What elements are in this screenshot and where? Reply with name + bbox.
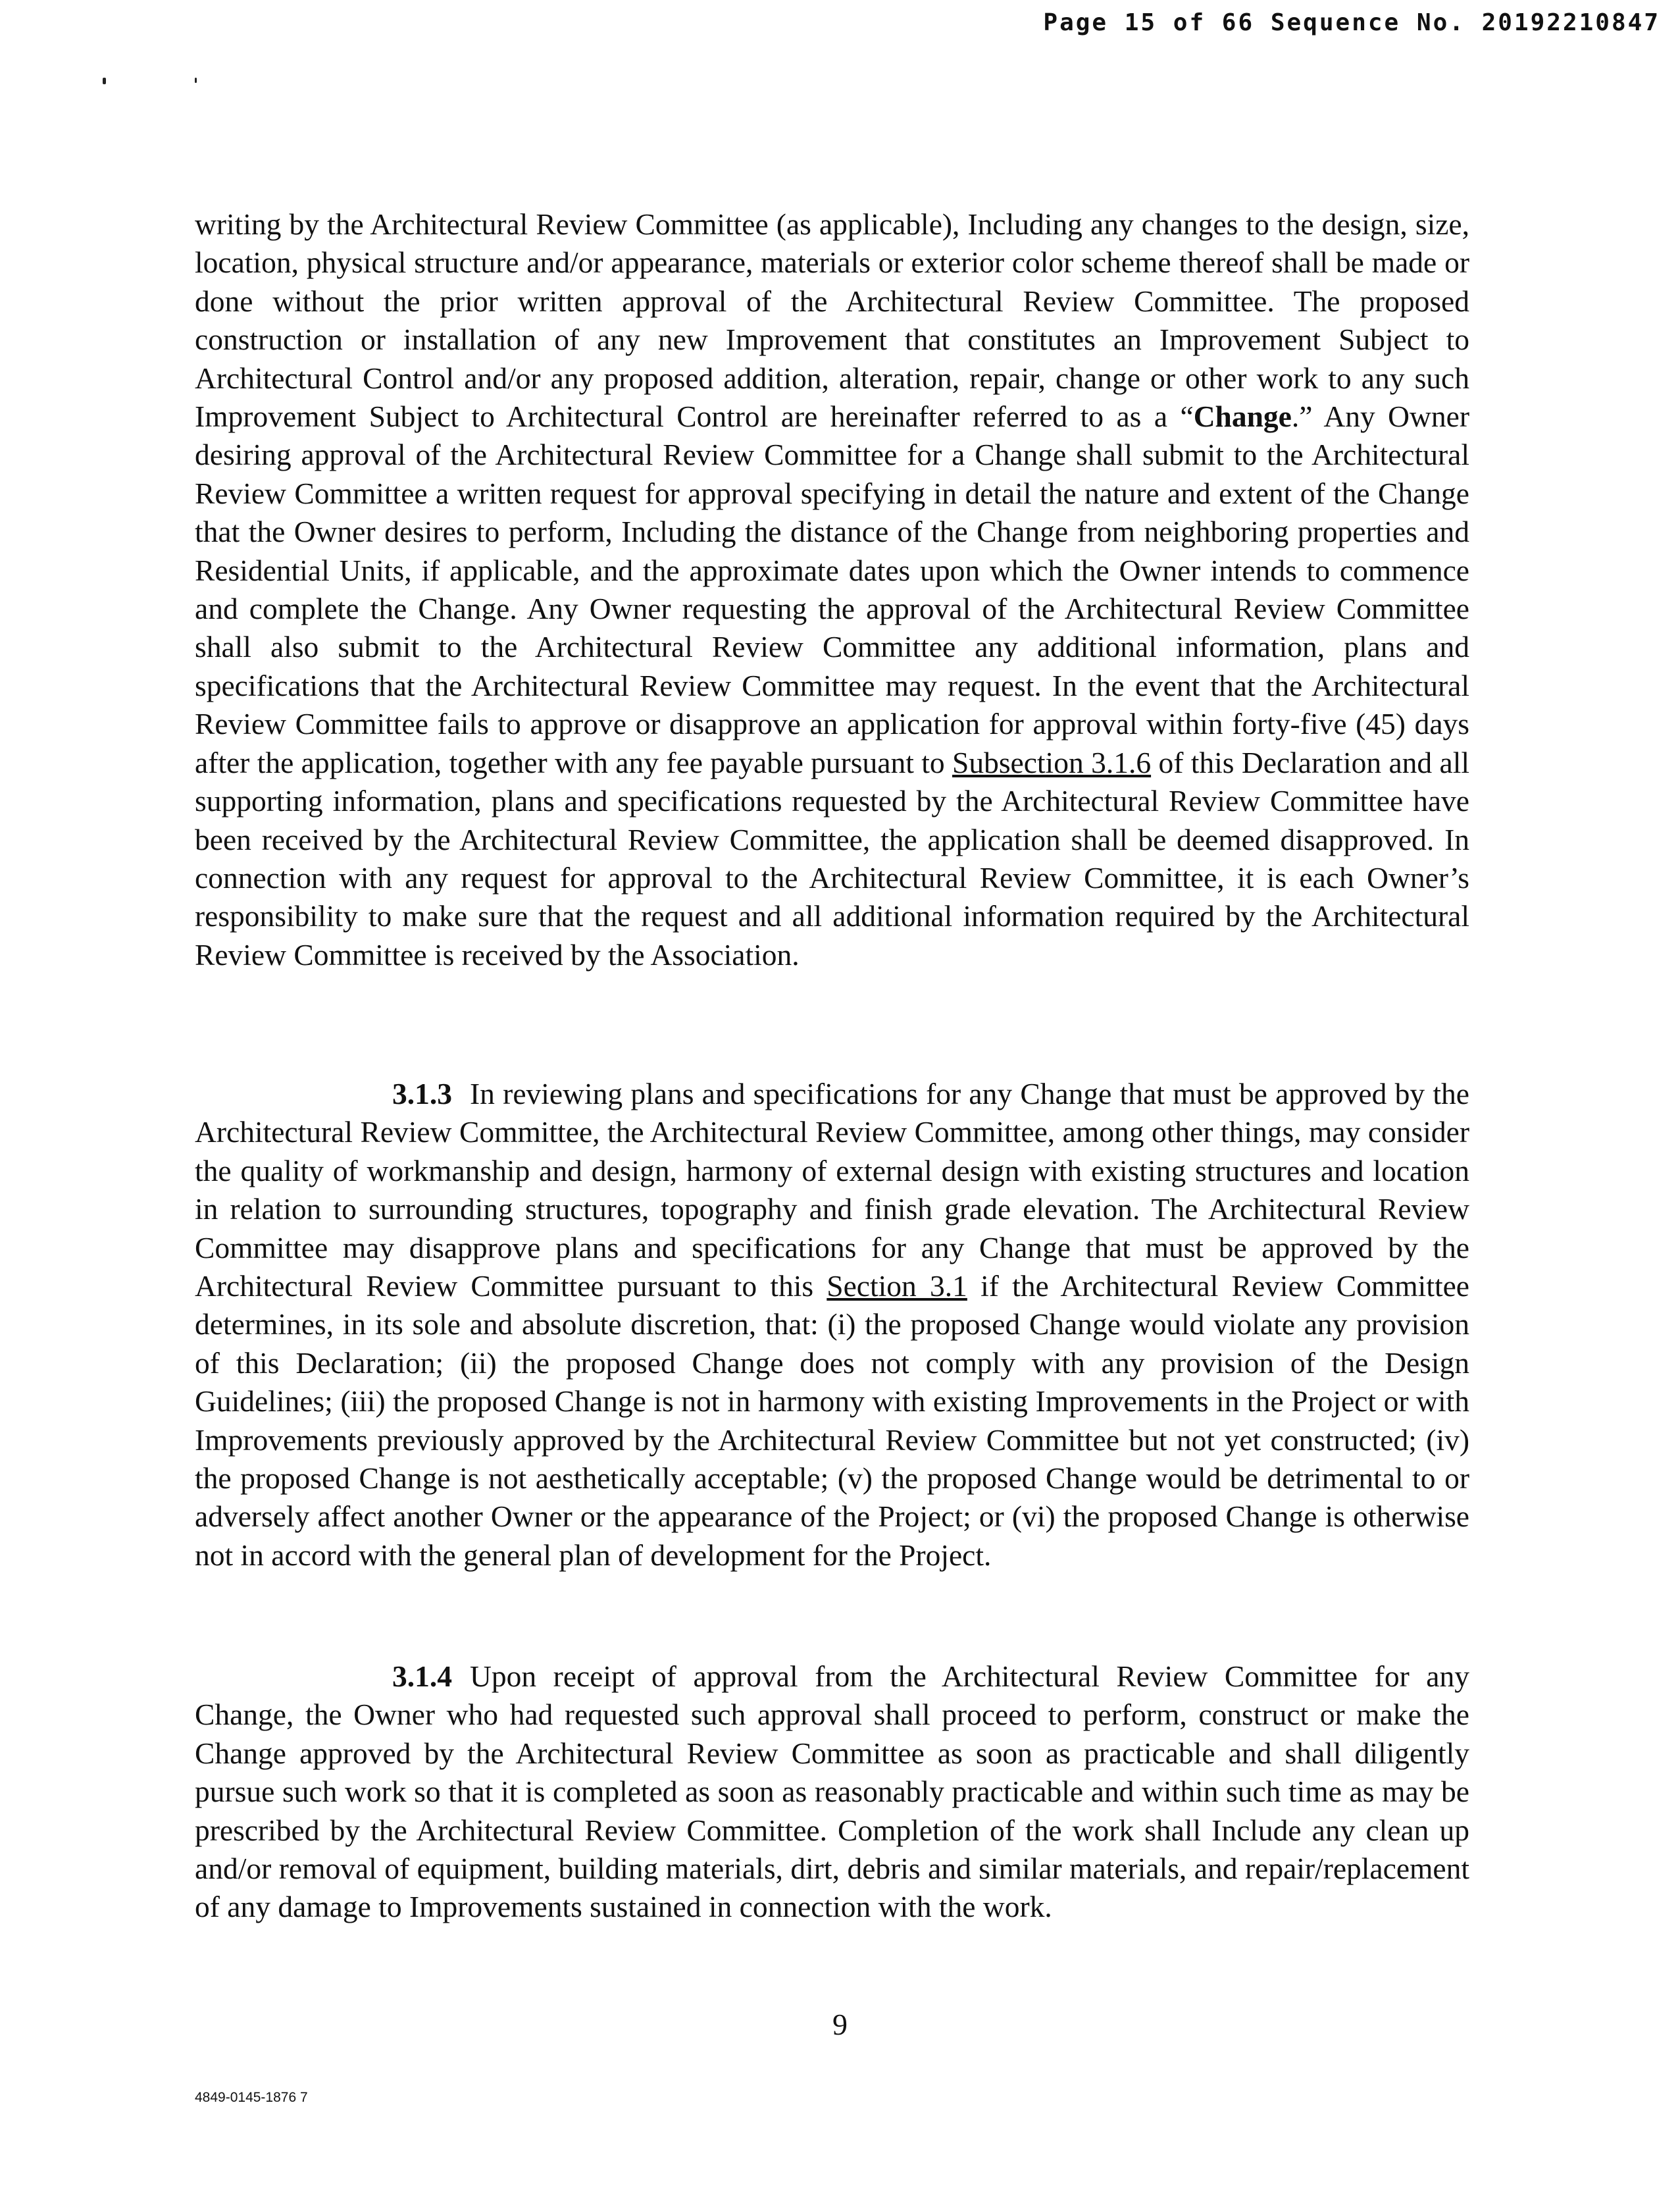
section-text: Upon receipt of approval from the Architectural Review Committee for any Change, the Owner who had requested such approval shall proceed to perform, construct or make the Change approved by the Architectural Review Committee as soon as practicable and shall diligently pursue such work so that it is completed as soon as reasonably practicable and within such time as may be prescribed by the Architectural Review Committee. Completion of the work shall Include any clean up and/or removal of equipment, building materials, dirt, debris and similar materials, and repair/replacement of any damage to Improvements sustained in connection with the work. <box>195 1659 1469 1924</box>
section-3-1-4 <box>195 1657 1469 1927</box>
document-id: 4849-0145-1876 7 <box>195 2090 308 2105</box>
paragraph-text: writing by the Architectural Review Committee (as applicable), Including any changes to the design, size, location, physical structure and/or appearance, materials or exterior color scheme thereof shall be made or done without the prior written approval of the Architectural Review Committee. The proposed construction or installation of any new Improvement that constitutes an Improvement Subject to Architectural Control and/or any proposed addition, alteration, repair, change or other work to any such Improvement Subject to Architectural Control are hereinafter referred to as a “ <box>195 207 1469 434</box>
subsection-3-1-6-reference: Subsection 3.1.6 <box>952 745 1152 779</box>
paragraph-text: of this Declaration and all supporting information, plans and specifications requested by the Architectural Review Committee have been received by the Architectural Review Committee, the application shall be deemed disapproved. In connection with any request for approval to the Architectural Review Committee, it is each Owner’s responsibility to make sure that the request and all additional information required by the Architectural Review Committee is received by the Association. <box>195 745 1470 972</box>
sequence-header: Page 15 of 66 Sequence No. 20192210847 <box>1043 9 1660 36</box>
defined-term-change: Change <box>1193 400 1292 434</box>
page-number: 9 <box>832 2008 848 2041</box>
paragraph-continued <box>195 205 1469 974</box>
scan-mark <box>195 78 197 83</box>
scan-mark <box>103 78 106 84</box>
section-number: 3.1.3 <box>392 1077 452 1110</box>
section-3-1-reference: Section 3.1 <box>827 1269 967 1303</box>
section-number: 3.1.4 <box>392 1659 452 1693</box>
section-text: if the Architectural Review Committee determines, in its sole and absolute discretion, that: (i) the proposed Change would violate any provision of this Declaration; (ii) the proposed Change does not comply with any provision of the Design Guidelines; (iii) the proposed Change is not in harmony with existing Improvements in the Project or with Improvements previously approved by the Architectural Review Committee but not yet constructed; (iv) the proposed Change is not aesthetically acceptable; (v) the proposed Change would be detrimental to or adversely affect another Owner or the appearance of the Project; or (vi) the proposed Change is otherwise not in accord with the general plan of development for the Project. <box>195 1269 1469 1572</box>
section-3-1-3 <box>195 1075 1469 1574</box>
paragraph-text: .” Any Owner desiring approval of the Architectural Review Committee for a Change shall submit to the Architectural Review Committee a written request for approval specifying in detail the nature and extent of the Change that the Owner desires to perform, Including the distance of the Change from neighboring properties and Residential Units, if applicable, and the approximate dates upon which the Owner intends to commence and complete the Change. Any Owner requesting the approval of the Architectural Review Committee shall also submit to the Architectural Review Committee any additional information, plans and specifications that the Architectural Review Committee may request. In the event that the Architectural Review Committee fails to approve or disapprove an application for approval within forty-five (45) days after the application, together with any fee payable pursuant to <box>195 400 1469 779</box>
section-text: In reviewing plans and specifications for any Change that must be approved by the Architectural Review Committee, the Architectural Review Committee, among other things, may consider the quality of workmanship and design, harmony of external design with existing structures and location in relation to surrounding structures, topography and finish grade elevation. The Architectural Review Committee may disapprove plans and specifications for any Change that must be approved by the Architectural Review Committee pursuant to this <box>195 1077 1469 1303</box>
